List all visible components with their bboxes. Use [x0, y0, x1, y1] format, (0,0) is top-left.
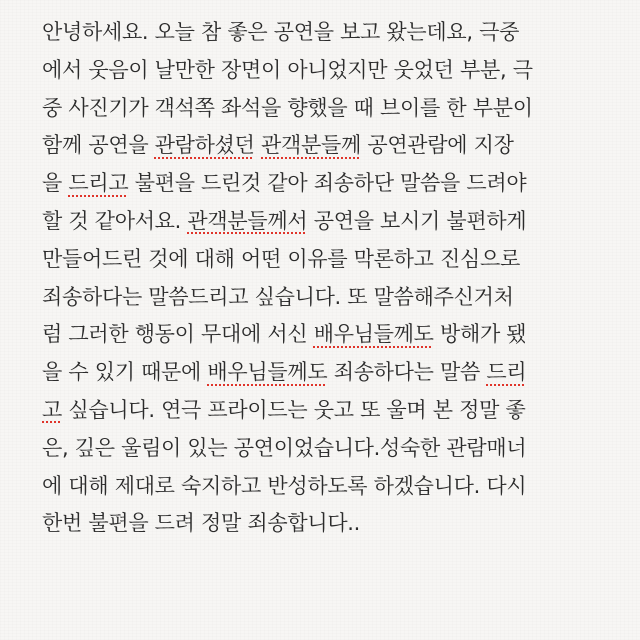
- misspelled-word[interactable]: 드리고: [68, 171, 129, 196]
- text-segment: 중 사진기가 객석쪽 좌석을 향했을 때 브이를 한 부분이: [42, 95, 533, 120]
- text-line: [42, 505, 622, 543]
- text-line: [42, 279, 622, 317]
- text-segment: 에서 웃음이 날만한 장면이 아니었지만 웃었던 부분, 극: [42, 57, 533, 82]
- text-segment: 럼 그러한 행동이 무대에 서신: [42, 322, 314, 347]
- misspelled-word[interactable]: 배우님들께도: [207, 360, 328, 385]
- misspelled-word[interactable]: 고: [42, 397, 62, 422]
- text-line: [42, 241, 622, 279]
- text-segment: 함께 공연을: [42, 133, 155, 158]
- text-segment: 공연관람에 지장: [360, 133, 514, 158]
- text-segment: 싶습니다. 연극 프라이드는 웃고 또 울며 본 정말 좋: [62, 397, 526, 422]
- text-line: [42, 203, 622, 241]
- text-line: [42, 127, 622, 165]
- misspelled-word[interactable]: 관람하셨던: [154, 133, 255, 158]
- misspelled-word[interactable]: 관객분들께서: [187, 208, 308, 233]
- text-line: [42, 354, 622, 392]
- text-line: [42, 52, 622, 90]
- text-segment: 안녕하세요. 오늘 참 좋은 공연을 보고 왔는데요, 극중: [42, 20, 520, 44]
- misspelled-word[interactable]: 배우님들께도: [313, 322, 434, 347]
- text-line: [42, 14, 622, 52]
- text-line: [42, 392, 622, 430]
- text-segment: 만들어드린 것에 대해 어떤 이유를 막론하고 진심으로: [42, 246, 520, 271]
- text-segment: 죄송하다는 말씀드리고 싶습니다. 또 말씀해주신거처: [42, 284, 514, 309]
- text-line: [42, 468, 622, 506]
- text-line: [42, 430, 622, 468]
- text-segment: 을: [42, 171, 69, 196]
- misspelled-word[interactable]: 드리: [486, 360, 527, 385]
- text-segment: 공연을 보시기 불편하게: [307, 208, 527, 233]
- text-segment: 할 것 같아서요.: [42, 208, 188, 233]
- text-line: [42, 316, 622, 354]
- text-segment: 한번 불편을 드려 정말 죄송합니다..: [42, 511, 361, 536]
- text-segment: 방해가 됐: [433, 322, 527, 347]
- note-body: [42, 14, 622, 543]
- text-line: [42, 90, 622, 128]
- text-segment: 불편을 드린것 같아 죄송하단 말씀을 드려야: [128, 171, 527, 196]
- text-segment: 죄송하다는 말씀: [327, 360, 487, 385]
- text-segment: 을 수 있기 때문에: [42, 360, 208, 385]
- text-segment: 은, 깊은 울림이 있는 공연이었습니다.성숙한 관람매너: [42, 435, 527, 460]
- misspelled-word[interactable]: 관객분들께: [261, 133, 361, 158]
- text-segment: 에 대해 제대로 숙지하고 반성하도록 하겠습니다. 다시: [42, 473, 527, 498]
- text-line: [42, 165, 622, 203]
